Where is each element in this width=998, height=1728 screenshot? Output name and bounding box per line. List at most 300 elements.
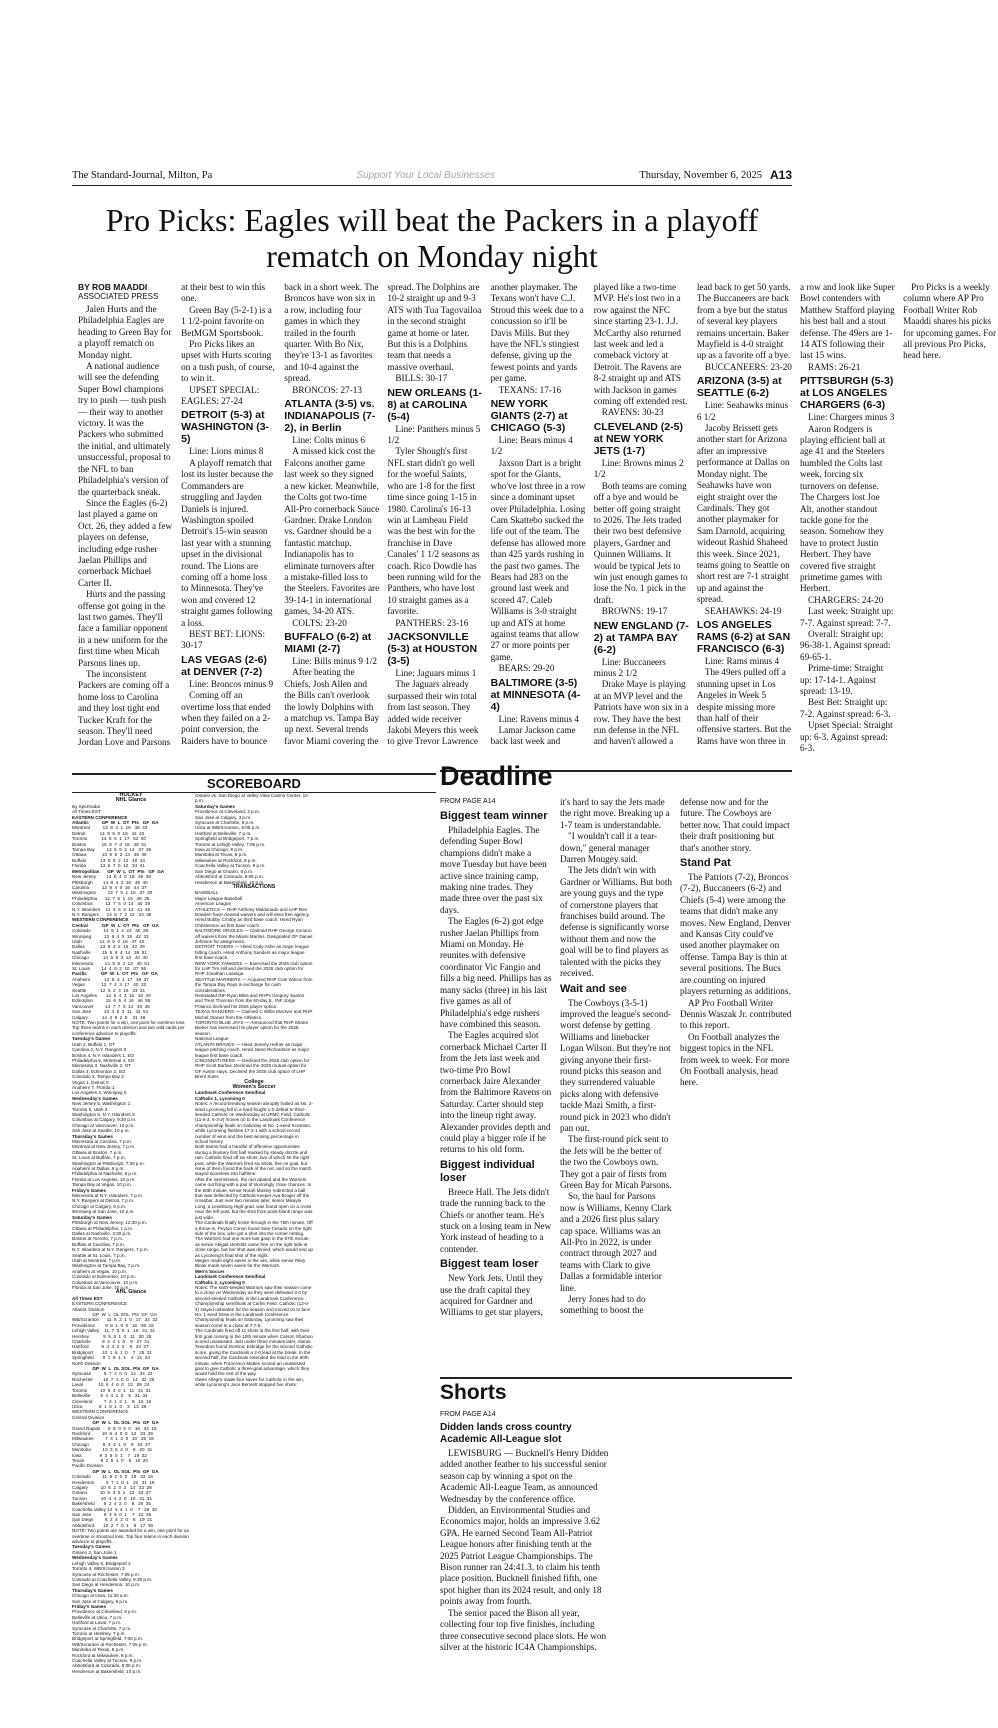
scoreboard-line: GP W L OL SOL Pts GF GA	[72, 1366, 159, 1372]
scoreboard-line: Saturday's Games	[195, 803, 235, 809]
scoreboard-line: DETROIT TIGERS — Hired Cody Ashe as major league hitting coach. Hired Anthony Sanders as major league first base coach.	[195, 944, 311, 961]
scoreboard-line: American League	[195, 901, 232, 907]
game-paragraph: Lamar Jackson came back last week and played like a two-time MVP. He's lost two in a row against the NFC since starting 23-1. J.J. McCarthy also returned last week and led a comeback victory at Detroit. The Ravens are 8-2 straight up and ATS with Jackson in games coming off extended rest.	[490, 282, 688, 747]
game-paragraph: BROWNS: 19-17	[601, 606, 668, 617]
scoreboard-line: Henderson at Bakersfield, 10 p.m.	[195, 879, 265, 885]
scoreboard-line: Anaheim at Vegas, 10 p.m.	[72, 1268, 128, 1274]
scoreboard-line: Catholic 1, Lycoming 0	[195, 1095, 245, 1101]
game-paragraph: SEAHAWKS: 24-19	[704, 605, 782, 616]
scoreboard-line: WESTERN CONFERENCE	[72, 1409, 129, 1415]
scoreboard-line: Winnipeg 13 9 4 0 18 42 33	[72, 933, 149, 939]
scoreboard-line: Nashville 15 5 6 4 14 39 51	[72, 949, 147, 955]
scoreboard-line: Iowa at Chicago, 8 p.m.	[195, 847, 244, 853]
game-paragraph: PANTHERS: 23-16	[395, 617, 469, 628]
scoreboard-line: Carolina 12 8 4 0 16 44 37	[72, 884, 147, 890]
scoreboard-line: Chicago at Vancouver, 10 p.m.	[72, 1122, 135, 1128]
scoreboard-line: Friday's Games	[72, 1603, 107, 1609]
deadline-paragraph: New York Jets. Until they use the draft capital they acquired for Gardner and Williams to get star players, it's hard to say the Jets made the right move. Breaking up a 1-7 team is understandable.	[440, 797, 670, 1318]
scoreboard-line: Landmark Conference Semifinal	[195, 1090, 266, 1096]
deadline-paragraph: Jerry Jones had to do something to boost the defense now and for the future. The Cowboys are better now. That could impact their draft positioning but that's another story.	[560, 797, 790, 1316]
page-headline: Pro Picks: Eagles will beat the Packers in a playoff rematch on Monday night	[105, 202, 759, 274]
scoreboard-line: Wednesday's Games	[72, 1555, 118, 1561]
scoreboard-line: Ottawa at Boston, 7 p.m.	[72, 1149, 123, 1155]
tagline: Support Your Local Businesses	[356, 169, 496, 181]
scoreboard-line: Colorado at Edmonton, 10 p.m.	[72, 1274, 136, 1280]
scoreboard-line: ATHLETICS — RHP Anthony Maldonado and LHP Ben Bowden have cleared waivers and will elect free agency. Hired Bobby Crosby as third base coach. Hired Ryan Christenson as first base coach.	[195, 906, 312, 928]
deadline-title: Deadline	[440, 761, 553, 791]
deadline-paragraph: The first-round pick sent to the Jets will be the better of the two the Cowboys own. They got a pair of firsts from Green Bay for Micah Parsons.	[560, 1134, 672, 1190]
deadline-paragraph: The Eagles acquired slot cornerback Michael Carter II from the Jets last week and two-time Pro Bowl cornerback Jaire Alexander from the Baltimore Ravens on Saturday. Carter should step into the lineup right away. Alexander provides depth and could play a bigger role if he returns to his old form.	[440, 1030, 552, 1155]
scoreboard-line: Colorado at Coachella Valley, 9:30 p.m.	[72, 1576, 153, 1582]
scoreboard-line: San Diego 8 2 4 2 0 6 19 21	[72, 1517, 153, 1523]
deadline-jump-line: FROM PAGE A14	[440, 798, 496, 805]
scoreboard-line: Anaheim 12 8 3 1 17 48 37	[72, 976, 149, 982]
game-heading: ARIZONA (3-5) at SEATTLE (6-2)	[696, 375, 782, 400]
shorts-paragraph: Didden, an Environmental Studies and Economics major, holds an impressive 3.62 GPA. He earned Second Team All-Patriot League honors after finishing tenth at the 2025 Patriot League Championships. The Bison runner ran 24:41.3. to claim his tenth place position. Bucknell finished fifth, one spot higher than its 2024 result, and only 18 points away from fourth.	[440, 1505, 602, 1607]
pro-picks-story	[78, 282, 997, 756]
game-paragraph: Coming off an overtime loss that ended when they failed on a 2-point conversion, the Raiders have to bounce back in a short week. The Broncos have won six in a row, including four games in which they trailed in the fourth quarter. With Bo Nix, they're 13-1 as favorites and 10-4 against the spread.	[181, 282, 379, 746]
scoreboard-line: Utah 2, Buffalo 1, OT	[72, 1041, 116, 1047]
scoreboard-line: NEW YORK YANKEES — Exercised the 2026 club option for LHP Tim Hill and declined the 2026 club option for RHP Jonathan Loáisiga.	[195, 960, 314, 977]
scoreboard-line: St. Louis at Buffalo, 7 p.m.	[72, 1155, 126, 1161]
scoreboard-line: Belleville 9 4 4 1 0 9 31 34	[72, 1393, 148, 1399]
game-paragraph: A playoff rematch that lost its luster because the Commanders are struggling and Jayden Daniels is injured. Washington spoiled Detroit's 15-win season last year with a stunning upset in the divisional round. The Lions are coming off a home loss to Minnesota. They've won and covered 12 straight games following a loss.	[181, 457, 273, 628]
scoreboard-line: Anaheim 7, Florida 1	[72, 1084, 115, 1090]
scoreboard-line: AHL Glance	[115, 1289, 147, 1296]
agency: ASSOCIATED PRESS	[78, 292, 159, 301]
scoreboard-line: Ottawa at Philadelphia, 1 p.m.	[72, 1225, 134, 1231]
game-paragraph: The 49ers pulled off a stunning upset in Los Angeles in Week 5 despite missing more than half of their offensive starters. But the Rams have won three in a row and look like Super Bowl contenders with Matthew Stafford playing his best ball and a stout defense. The 49ers are 1-14 ATS following their last 15 wins.	[696, 282, 895, 746]
scoreboard-line: Pittsburgh at New Jersey, 12:30 p.m.	[72, 1220, 147, 1226]
scoreboard-line: Both teams had a handful of offensive opportunities during a blustery first half marked by steady drizzle and rain. Catholic fired off six shots, two of which hit the right post, while the Warriors fired six shots, five on goal, but none of them found the back of the net, and so the match stayed scoreless into halftime.	[195, 1144, 313, 1177]
deadline-paragraph: The Patriots (7-2), Broncos (7-2), Buccaneers (6-2) and Chiefs (5-4) were among the teams that didn't make any moves. New England, Denver and Kansas City could've used another playmaker on offense. Tampa Bay is thin at several positions. The Bucs are counting on injured players returning as additions.	[680, 872, 791, 997]
scoreboard-line: Dallas at Nashville, 3:30 p.m.	[72, 1230, 132, 1236]
scoreboard-line: Henderson 9 7 1 0 1 15 31 19	[72, 1479, 155, 1485]
game-heading: LOS ANGELES RAMS (6-2) at SAN FRANCISCO (6-3)	[696, 618, 791, 655]
scoreboard-line: Tuesday's Games	[72, 1036, 111, 1042]
scoreboard-line: ATLANTA BRAVES — Hired Jeremy Hefner as major league pitching coach. Hired Jared Richardson as major league first base coach.	[195, 1041, 311, 1058]
deadline-paragraph: On Football analyzes the biggest topics in the NFL from week to week. For more On Football analysis, head here.	[680, 1031, 790, 1088]
scoreboard-line: After the intermission, the rain abated and the Warriors came out firing with a pair of stunningly close chances. In the 50th minute, senior Norah Mosley redirected a ball that was deflected by Catholic keeper Ava Broger off the crossbar. Just over two minutes later, senior Mikayla Long, a Lewisburg High grad, was found open on a cross near the left post, but the shot from point-blank range was just wide.	[195, 1176, 314, 1220]
scoreboard-line: Washington 13 7 5 1 15 37 30	[72, 890, 153, 896]
scoreboard-line: Toronto 10 5 4 0 1 11 31 31	[72, 1387, 151, 1393]
scoreboard-line: Hartford at Belleville, 7 p.m.	[195, 830, 252, 836]
scoreboard-line: Tucson 10 4 4 2 0 10 31 31	[72, 1495, 153, 1501]
scoreboard-line: Manitoba at Texas, 8 p.m.	[195, 852, 248, 858]
scoreboard-line: San Jose at Calgary, 9 p.m.	[72, 1598, 129, 1604]
scoreboard-line: Metropolitan GP W L OT Pts GF GA	[72, 868, 165, 874]
scoreboard-line: WB/Scranton at Rochester, 7:05 p.m.	[72, 1641, 148, 1647]
deadline-subhead: Wait and see	[560, 982, 627, 995]
deadline-subhead: Biggest team loser	[440, 1258, 539, 1271]
game-heading: CLEVELAND (2-5) at NEW YORK JETS (1-7)	[593, 420, 683, 457]
scoreboard-line: Toronto at Hershey, 7 p.m.	[72, 1630, 126, 1636]
scoreboard-line: Chicago 13 5 5 3 13 42 40	[72, 955, 148, 961]
scoreboard-line: Toronto at Lehigh Valley, 7:05 p.m.	[195, 841, 266, 847]
scoreboard-line: GP W L OL SOL Pts GF GA	[72, 1468, 159, 1474]
scoreboard-line: Washington 6, N.Y. Islanders 3	[72, 1111, 135, 1117]
scoreboard-line: SEATTLE MARINERS — Acquired RHP Cole Wilcox from the Tampa Bay Rays in exchange for cash considerations.	[195, 976, 314, 993]
scoreboard-line: Iowa 9 3 5 0 1 7 19 32	[72, 1452, 147, 1458]
shorts-story	[440, 1410, 792, 1680]
shorts-paragraph: LEWISBURG — Bucknell's Henry Didden added another feather to his successful senior season cap by winning a spot on the Academic All-League Team, as announced Wednesday by the conference office.	[440, 1448, 609, 1504]
story-paragraph: Jalen Hurts and the Philadelphia Eagles are heading to Green Bay for a playoff rematch on Monday night.	[78, 304, 172, 360]
game-paragraph: BEST BET: LIONS: 30-17	[181, 628, 266, 651]
deadline-paragraph: The Jets didn't win with Gardner or Williams. But both are young guys and the type of cornerstone players that franchises build around. The defense is significantly worse without them and now the goal will be to find players as talented with the picks they received.	[560, 865, 672, 979]
scoreboard-line: National League	[195, 1036, 229, 1042]
scoreboard-line: Belleville at Utica, 7 p.m.	[72, 1614, 123, 1620]
scoreboard-line: Pittsburgh 14 8 4 2 18 49 40	[72, 879, 148, 885]
scoreboard-line: Hershey 9 5 3 1 0 11 30 28	[72, 1333, 152, 1339]
scoreboard-line: Bakersfield 9 3 4 2 0 8 26 35	[72, 1501, 151, 1507]
game-paragraph: Drake Maye is playing at an MVP level and the Patriots have won six in a row. They have the best run defense in the NFL and haven't allowed a lead back to get 50 yards. The Buccaneers are back from a bye but the status of several key players remains uncertain. Baker Mayfield is 4-0 straight up as a favorite off a bye.	[593, 282, 791, 747]
scoreboard-line: Winnipeg at San Jose, 10 p.m.	[72, 1209, 135, 1215]
game-heading: NEW YORK GIANTS (2-7) at CHICAGO (5-3)	[490, 398, 568, 435]
game-paragraph: Jaxson Dart is a bright spot for the Giants, who've lost three in a row since a dominant upset over Philadelphia. Losing Cam Skattebo sucked the life out of the team. The defense has allowed more than 425 yards rushing in the past two games. The Bears had 283 on the ground last week and scored 47. Caleb Williams is 3-0 straight up and ATS at home against teams that allow 27 or more points per game.	[490, 457, 586, 662]
game-heading: LAS VEGAS (2-6) at DENVER (7-2)	[181, 653, 267, 678]
scoreboard-line: Laval 10 6 4 0 0 12 29 24	[72, 1382, 150, 1388]
scoreboard-line: EASTERN CONFERENCE	[72, 1301, 128, 1307]
game-paragraph: The Jaguars already surpassed their win total from last season. They added wide receiver Jakobi Meyers this week to give Trevor Lawrence another playmaker. The Texans won't have C.J. Stroud this week due to a concussion so it'll be Davis Mills. But they have the NFL's stingiest defense, giving up the fewest points and yards per game.	[387, 282, 584, 747]
scoreboard-line: Notes: A record-breaking season abruptly halted as No. 2-seed Lycoming fell in a hard-fought 1-0 defeat to third-seeded Catholic on Wednesday at UPMC Field. Catholic (11-6-3, 6-3-2) moves on to the Landmark Conference championship finals on Saturday at No. 1-seed Scranton, while Lycoming finishes 17-2-1 with a school-record number of wins and the best winning percentage in school history.	[195, 1101, 313, 1144]
scoreboard-line: Coachella Valley 14 3 4 1 0 7 26 30	[72, 1506, 157, 1512]
scoreboard-line: San Jose 9 3 5 0 1 7 22 35	[72, 1512, 152, 1518]
scoreboard-line: Syracuse at Charlotte, 7 p.m.	[72, 1625, 132, 1631]
game-paragraph: After beating the Chiefs, Josh Allen and the Bills can't overlook the lowly Dolphins with a matchup vs. Tampa Bay up next. Several trends favor Miami covering the spread. The Dolphins are 10-2 straight up and 9-3 ATS with Tua Tagovailoa in the second straight game at home or later. But this is a Dolphins team that needs a massive overhaul.	[284, 282, 482, 746]
scoreboard-line: Minnesota at N.Y. Islanders, 7 p.m.	[72, 1193, 144, 1199]
scoreboard-line: NHL Glance	[115, 797, 147, 804]
scoreboard-line: Lehigh Valley 6, Bridgeport 2	[72, 1560, 131, 1566]
scoreboard-line: Los Angeles 14 6 4 4 16 40 40	[72, 993, 151, 999]
scoreboard-line: Toronto 4, WB/Scranton 3	[72, 1566, 125, 1572]
deadline-paragraph: Philadelphia Eagles. The defending Super Bowl champions didn't make a move Tuesday but have been active since training camp, making nine trades. They made three over the past six days.	[440, 825, 547, 915]
scoreboard-line: Landmark Conference Semifinal	[195, 1274, 266, 1280]
scoreboard-line: By Sportradar	[72, 803, 101, 809]
scoreboard-line: GP W L OL SOL Pts GF GA	[72, 1312, 157, 1317]
game-paragraph: BEARS: 29-20	[498, 663, 555, 674]
scoreboard-line: Boston 15 8 7 0 16 49 51	[72, 841, 147, 847]
game-paragraph: CHARGERS: 24-20	[807, 594, 884, 605]
game-paragraph: Line: Broncos minus 9	[189, 678, 274, 689]
scoreboard-line: Toronto 5, Utah 3	[72, 1106, 108, 1112]
scoreboard-line: Tuesday's Games	[72, 1544, 111, 1550]
scoreboard-line: CINCINNATI REDS — Declined the 2026 club option for RHP Scott Barlow. Declined the 2026 mutual option for OF Austin Hays. Declined the 2026 club option of LHP Brent Suter.	[195, 1057, 311, 1080]
scoreboard-line: Colorado 14 9 1 4 22 50 28	[72, 928, 149, 934]
scoreboard-line: Coachella Valley at Tucson, 9 p.m.	[72, 1658, 143, 1663]
scoreboard-line: The Cardinals fired off 11 shots in the first half, with their first goal coming in the 10th minute when Carson Shamoo scored unassisted. Just under three minutes later, Alaras Tewodros found Dominic Eskridge for the second Catholic score, giving the Cardinals a 2-0 lead at the break. In the second half, the Cardinals extended the lead in the 60th minute, when Francesco Matteo scored an unassisted goal to give Catholic a three-goal advantage, which they would hold the rest of the way.	[195, 1328, 315, 1377]
scoreboard-line: EASTERN CONFERENCE	[72, 814, 128, 820]
game-paragraph: COLTS: 23-20	[292, 617, 347, 628]
deadline-paragraph: Breece Hall. The Jets didn't trade the running back to the Chiefs or another team. He's stuck on a losing team in New York instead of heading to a contender.	[440, 1186, 552, 1254]
scoreboard-line: Washington at Tampa Bay, 7 p.m.	[72, 1263, 141, 1269]
scoreboard-line: Buffalo 13 5 6 2 12 40 43	[72, 857, 145, 863]
scoreboard-line: Utah at Montreal, 7 p.m.	[72, 1257, 122, 1263]
scoreboard-line: Colorado 3, Tampa Bay 2	[72, 1074, 124, 1080]
scoreboard-line: Vegas 1, Detroit 0	[72, 1079, 109, 1085]
game-paragraph: Line: Seahawks minus 6 1/2	[696, 400, 789, 422]
scoreboard-line: Dallas 4, Edmonton 3, SO	[72, 1068, 126, 1074]
deadline-subhead: Stand Pat	[680, 857, 731, 870]
scoreboard-line: Toronto 14 8 5 1 17 52 50	[72, 836, 147, 842]
shorts-title: Shorts	[440, 1381, 507, 1404]
scoreboard-line: NOTE: Two points for a win, one point for overtime loss. Top three teams in each division and two wild cards per conference advance to playoffs.	[72, 1020, 187, 1036]
scoreboard-line: TEXAS RANGERS — Claimed C Willie MacIver and RHP Michel Otanez from the Athletics.	[195, 1009, 314, 1020]
scoreboard-line: Ontario vs. San Diego at Valley View Casino Center, 10 p.m.	[195, 793, 309, 804]
record-line: Best Bet: Straight up: 7-2. Against spread: 6-3.	[799, 697, 891, 719]
shorts-paragraph: The senior paced the Bison all year, collecting four top five finishes, including three consecutive second place slots. He won silver at the historic IC4A Championships.	[440, 1607, 607, 1652]
scoreboard-line: Columbus 12 7 5 0 14 40 39	[72, 901, 151, 907]
scoreboard-line: Ontario 10 6 3 0 1 13 33 27	[72, 1490, 151, 1496]
scoreboard-line: Tampa Bay 13 6 5 2 14 37 36	[72, 847, 152, 853]
game-paragraph: BILLS: 30-17	[395, 373, 448, 384]
scoreboard-line: Springfield 9 1 6 1 1 4 21 34	[72, 1355, 150, 1361]
scoreboard-line: Major League Baseball	[195, 895, 242, 901]
game-heading: NEW ORLEANS (1-8) at CAROLINA (5-4)	[387, 386, 482, 423]
game-paragraph: RAMS: 26-21	[807, 361, 861, 372]
scoreboard-line: New Jersey 5, Washington 1	[72, 1101, 131, 1107]
shorts-jump-line: FROM PAGE A14	[440, 1411, 496, 1418]
scoreboard-line: San Jose 13 4 6 3 11 42 51	[72, 1009, 149, 1015]
scoreboard-line: Men's Soccer	[195, 1268, 225, 1274]
scoreboard-line: Friday's Games	[72, 1187, 107, 1193]
game-heading: BUFFALO (6-2) at MIAMI (2-7)	[284, 630, 372, 655]
deadline-subhead: Biggest team winner	[440, 810, 548, 822]
deadline-paragraph: The Cowboys (3-5-1) improved the league's second-worst defense by getting Williams and linebacker Logan Wilson. But they're not giving anyone their first-round picks this season and they surrendered valuable picks along with defensive tackle Mazi Smith, a first-round pick in 2023 who didn't pan out.	[560, 997, 672, 1133]
game-heading: DETROIT (5-3) at WASHINGTON (3-5)	[181, 409, 270, 446]
game-heading: BALTIMORE (3-5) at MINNESOTA (4-4)	[490, 676, 581, 713]
scoreboard-line: Edmonton 15 6 5 4 16 46 55	[72, 998, 151, 1004]
page-number: A13	[769, 168, 792, 182]
masthead	[72, 165, 792, 186]
scoreboard-line: Abbotsford 10 2 7 0 1 5 17 39	[72, 1522, 153, 1528]
scoreboard-line: Ottawa 13 6 5 2 14 46 48	[72, 852, 147, 858]
scoreboard-line: Buffalo at Carolina, 7 p.m.	[72, 1241, 126, 1247]
scoreboard-line: Manitoba 10 3 5 2 0 8 20 31	[72, 1447, 153, 1453]
scoreboard-line: GP W L OL SOL Pts GF GA	[72, 1420, 159, 1426]
deadline-subhead: Biggest individual loser	[440, 1158, 535, 1184]
game-paragraph: BUCCANEERS: 23-20	[704, 361, 792, 372]
scoreboard-line: The Cardinals finally broke through in the 75th minute. Off a throw-in, Peyton Conon found Sam Cesario on the right side of the box, who got a shot into the corner netting.	[195, 1220, 314, 1236]
game-paragraph: Line: Ravens minus 4	[498, 713, 579, 724]
scoreboard-line: TORONTO BLUE JAYS — Announced that RHP Shane Bieber has exercised his player option for the 2026 season.	[195, 1020, 310, 1036]
scoreboard-line: Women's Soccer	[232, 1083, 276, 1090]
scoreboard-line: BASEBALL	[195, 890, 219, 896]
scoreboard-line: Providence at Cleveland, 2 p.m.	[195, 809, 261, 815]
scoreboard-line: Lehigh Valley 11 7 3 0 1 15 41 31	[72, 1328, 156, 1334]
scoreboard-line: Syracuse 9 7 2 0 0 14 34 22	[72, 1371, 153, 1377]
scoreboard-line: Springfield at Bridgeport, 7 p.m.	[195, 836, 260, 842]
scoreboard-line: Florida at Los Angeles, 10 p.m.	[72, 1176, 136, 1182]
scoreboard-line: North Division	[72, 1360, 101, 1366]
scoreboard-line: Thursday's Games	[72, 1587, 113, 1593]
scoreboard-line: Charlotte 9 4 4 1 0 9 27 31	[72, 1339, 150, 1345]
game-paragraph: A missed kick cost the Falcons another game last week so they signed a new kicker. Meanwhile, the Colts got two-time All-Pro cornerback Sauce Gardner. Drake London vs. Gardner should be a fantastic matchup. Indianapolis has to eliminate turnovers after a mistake-filled loss to the Steelers. Favorites are 39-14-1 in international games, 34-20 ATS.	[284, 446, 380, 617]
scoreboard-line: Colorado 11 9 2 0 0 18 33 19	[72, 1474, 153, 1480]
scoreboard-line: Florida 13 6 7 0 12 34 41	[72, 863, 145, 869]
scoreboard-line: Notes: The sixth-seeded Warriors saw their season come to a close on Wednesday as they were defeated 3-0 by second-seeded Catholic in the Landmark Conference Championship semifinals at Carlini Field. Catholic (12-0-4) stayed unbeaten for the season and moved on to face No. 1 seed Drew in the Landmark Conference Championship finals on Saturday. Lycoming saw their season come to a close at 7-7-5.	[195, 1284, 313, 1328]
scoreboard-line: Owen Allegro made four saves for Catholic in the win, while Lycoming's Jace Bennett stopped five shots.	[195, 1376, 306, 1388]
game-paragraph: BRONCOS: 27-13	[292, 384, 362, 395]
story-paragraph: UPSET SPECIAL: EAGLES: 27-24	[181, 384, 260, 407]
game-paragraph: Both teams are coming off a bye and would be better off going straight to 2026. The Jets traded their two best defensive players, Gardner and Quinnen Williams. It would be typical Jets to win just enough games to lose the No. 1 pick in the draft.	[593, 480, 688, 605]
scoreboard-line: The Warriors had one more last gasp in the 87th minute, as senior Abigail Umholtz came free on the right side at close range, but her shot was denied, which would end up as Lycoming's final shot of the night.	[195, 1236, 315, 1258]
scoreboard-line: Montreal 13 9 3 1 19 48 43	[72, 825, 148, 831]
scoreboard-line: Grand Rapids 8 8 0 0 0 16 34 16	[72, 1425, 157, 1431]
scoreboard-line: Central Division	[72, 1414, 105, 1420]
scoreboard-line: Washington at Pittsburgh, 7:30 p.m.	[72, 1160, 145, 1166]
deadline-paragraph: The Eagles (6-2) got edge rusher Jaelan Phillips from Miami on Monday. He reunites with defensive coordinator Vic Fangio and fills a big need. Phillips has as many sacks (three) in his last five games as all of Philadelphia's edge rushers have combined this season.	[440, 916, 552, 1029]
scoreboard-line: Cleveland 7 3 1 2 1 9 15 18	[72, 1398, 152, 1404]
game-paragraph: TEXANS: 17-16	[498, 384, 562, 395]
game-paragraph: Line: Jaguars minus 1	[395, 667, 477, 678]
byline: BY ROB MAADDI	[78, 282, 148, 292]
deadline-paragraph: So, the haul for Parsons now is Williams, Kenny Clark and a 2026 first plus salary cap space. Williams was an All-Pro in 2022, is under contract through 2027 and teams with Clark to give Dallas a formidable interior line.	[560, 1191, 672, 1293]
scoreboard-line: Milwaukee at Rockford, 8 p.m.	[195, 857, 257, 863]
scoreboard-line: Milwaukee 7 4 1 2 0 10 25 18	[72, 1436, 154, 1442]
game-paragraph: Line: Chargers minus 3	[807, 412, 895, 423]
scoreboard-line: Carolina 3, N.Y. Rangers 0	[72, 1047, 127, 1053]
scoreboard-line: Syracuse at Charlotte, 6 p.m.	[195, 820, 255, 826]
shorts-story-title: Didden lands cross country Academic All-League slot	[440, 1422, 572, 1445]
scoreboard-line: Detroit 14 9 5 0 18 42 40	[72, 830, 145, 836]
scoreboard-line: Utica at WB/Scranton, 6:05 p.m.	[195, 825, 261, 831]
game-paragraph: Line: Browns minus 2 1/2	[593, 457, 684, 480]
scoreboard-line: Dallas 13 8 3 2 18 42 39	[72, 944, 145, 950]
story-paragraph: Pro Picks likes an upset with Hurts scoring on a tush push, of course, to win it.	[181, 339, 275, 384]
scoreboard-line: N.Y. Islanders 13 5 5 3 13 41 46	[72, 906, 151, 912]
scoreboard-line: Saturday's Games	[72, 1214, 112, 1220]
game-paragraph: RAVENS: 30-23	[601, 407, 664, 418]
story-paragraph: Green Bay (5-2-1) is a 1 1/2-point favorite on BetMGM Sportsbook.	[181, 304, 272, 338]
scoreboard-line: Montreal at New Jersey, 7 p.m.	[72, 1144, 136, 1150]
game-paragraph: Jacoby Brissett gets another start for Arizona after an impressive performance at Dallas on Monday night. The Seahawks have won eight straight over the Cardinals. They got another playmaker for Sam Darnold, acquiring wideout Rashid Shaheed this week. Since 2021, teams going to Seattle on short rest are 7-1 straight up and against the spread.	[696, 423, 790, 605]
paper-name: The Standard-Journal, Milton, Pa	[72, 169, 213, 181]
scoreboard-line: Abbotsford at Colorado, 9:05 p.m.	[195, 874, 264, 880]
record-line: Overall: Straight up: 96-38-1. Against spread: 69-65-1.	[799, 628, 891, 662]
story-paragraph: The inconsistent Packers are coming off a home loss to Carolina and they lost tight end Tucker Kraft for the season. They'll need Jordan Love and Parsons at their best to win this one.	[78, 282, 266, 748]
scoreboard-line: Calgary 10 6 2 0 2 14 33 29	[72, 1485, 152, 1490]
scoreboard-line: Minnesota at Carolina, 7 p.m.	[72, 1139, 133, 1144]
scoreboard-line: Atlantic GP W L OT Pts GF GA	[72, 820, 159, 826]
scoreboard-line: Philadelphia at Nashville, 8 p.m.	[72, 1171, 138, 1177]
scoreboard-line: Catholic 2, Lycoming 0	[195, 1279, 245, 1285]
game-heading: ATLANTA (3-5) vs. INDIANAPOLIS (7-2), in Berlin	[284, 398, 376, 435]
story-paragraph: Hurts and the passing offense got going in the last two games. They'll face a familiar opponent in a new uniform for the first time when Micah Parsons lines up.	[78, 589, 168, 668]
game-heading: PITTSBURGH (5-3) at LOS ANGELES CHARGERS (6-3)	[799, 375, 894, 412]
scoreboard-line: New Jersey 13 9 4 0 18 46 38	[72, 874, 151, 880]
game-paragraph: Aaron Rodgers is playing efficient ball at age 41 and the Steelers humbled the Colts last week, forcing six turnovers on defense. The Chargers lost Joe Alt, another standout tackle gone for the season. Somehow they have to protect Justin Herbert. They have covered five straight primetime games with Herbert.	[799, 423, 886, 594]
record-line: Prime-time: Straight up: 17-14-1. Against spread: 13-19.	[799, 663, 884, 696]
deadline-story	[440, 797, 792, 1325]
scoreboard-line: All Times EST	[72, 1295, 103, 1301]
scoreboard-line: Philadelphia 12 7 5 1 15 38 35	[72, 895, 150, 901]
scoreboard-line: Chicago at Calgary, 9 p.m.	[72, 1203, 127, 1209]
scoreboard-line: Tampa Bay at Vegas, 10 p.m.	[72, 1182, 133, 1188]
scoreboard-line: Rockford 10 6 4 0 0 12 33 29	[72, 1430, 153, 1436]
scoreboard-line: BALTIMORE ORIOLES — Claimed RHP George Soriano off waivers from the Miami Marlins. Designated OF Daniel Johnson for assignment.	[195, 928, 314, 944]
scoreboard-line: Columbus at Vancouver, 10 p.m.	[72, 1279, 139, 1285]
game-paragraph: Line: Bills minus 9 1/2	[292, 655, 378, 666]
scoreboard-line: St. Louis 14 4 8 2 10 37 55	[72, 966, 147, 971]
scoreboard-line: Boston at Toronto, 7 p.m.	[72, 1236, 124, 1242]
scoreboard-line: HOCKEY	[119, 792, 143, 798]
deadline-paragraph: "I wouldn't call it a tear-down," general manager Darren Mougey said.	[560, 831, 658, 865]
scoreboard-line: Manitoba at Texas, 8 p.m.	[72, 1647, 125, 1653]
scoreboard-line: San Diego at Ontario, 9 p.m.	[195, 868, 254, 874]
scoreboard-line: Texas 8 2 5 1 0 5 15 20	[72, 1457, 148, 1463]
scoreboard-line: Vegas 12 7 2 3 17 40 32	[72, 982, 147, 988]
scoreboard-line: Anaheim at Dallas, 8 p.m.	[72, 1166, 125, 1172]
scoreboard-line: Pacific GP W L OT Pts GF GA	[72, 971, 158, 977]
scoreboard-line: Florida at San Jose, 10 p.m.	[72, 1284, 130, 1290]
game-heading: JACKSONVILLE (5-3) at HOUSTON (3-5)	[387, 630, 478, 667]
scoreboard-line: Columbus at Calgary, 9:30 p.m.	[72, 1117, 137, 1123]
scoreboard-line: Central GP W L OT Pts GF GA	[72, 922, 159, 928]
scoreboard-line: Providence at Cleveland, 6 p.m.	[72, 1609, 138, 1615]
scoreboard-line: San Diego at Henderson, 10 p.m.	[72, 1582, 141, 1588]
scoreboard-line: N.Y. Rangers 14 5 7 2 12 33 38	[72, 911, 152, 917]
record-line: Pro Picks is a weekly column where AP Pro Football Writer Rob Maaddi shares his picks for upcoming games. For all previous Pro Picks, head here.	[903, 282, 997, 361]
scoreboard-line: Utah 14 9 5 0 18 47 40	[72, 938, 145, 944]
story-paragraph: Since the Eagles (6-2) last played a game on Oct. 26, they added a few players on defense, including edge rusher Jaelan Phillips and cornerback Michael Carter II.	[78, 497, 173, 588]
game-paragraph: Tyler Shough's first NFL start didn't go well for the woeful Saints, who are 1-8 for the first time since going 1-15 in 1980. Carolina's 16-13 win at Lambeau Field was the best win for the franchise in Dave Canales' 1 1/2 seasons as coach. Rico Dowdle has been running wild for the Panthers, who have lost 10 straight games as a favorite.	[387, 446, 481, 617]
shorts-rule	[440, 1377, 792, 1379]
scoreboard-line: Wednesday's Games	[72, 1095, 118, 1101]
scoreboard-line: N.Y. Islanders at N.Y. Rangers, 7 p.m.	[72, 1247, 149, 1253]
story-paragraph: A national audience will see the defending Super Bowl champions try to push — tush push — their way to another victory. It was the Packers who submitted the initial, and ultimately unsuccessful, proposal to the NFL to ban Philadelphia's version of the quarterback sneak.	[78, 361, 171, 497]
game-paragraph: Line: Panthers minus 5 1/2	[387, 423, 481, 446]
scoreboard-line: Atlantic Division	[72, 1306, 105, 1312]
scoreboard-line: Seattle at St. Louis, 7 p.m.	[72, 1252, 126, 1258]
scoreboard-line: Thursday's Games	[72, 1133, 113, 1139]
game-paragraph: Line: Buccaneers minus 2 1/2	[593, 656, 666, 678]
scoreboard-line: Henderson at Bakersfield, 10 p.m.	[72, 1668, 142, 1674]
scoreboard-line: Los Angeles 3, Winnipeg 0	[72, 1090, 127, 1096]
scoreboard-line: Philadelphia 5, Montreal 4, SO	[72, 1057, 135, 1063]
scoreboard-line: Reinstated INF Ryan Bliss and RHPs Gregory Santos and Trent Thornton from the 60-day IL. INF Jorge Polanco declined his 2026 player option.	[195, 993, 306, 1009]
scoreboard-line: Utica 8 1 6 1 0 3 13 26	[72, 1403, 147, 1409]
scoreboard-line: Vancouver 14 7 7 0 14 40 45	[72, 1003, 150, 1009]
issue-date: Thursday, November 6, 2025	[639, 169, 762, 181]
scoreboard	[72, 793, 436, 1681]
scoreboard-line: TRANSACTIONS	[232, 883, 276, 890]
scoreboard-line: Hartford at Laval, 7 p.m.	[72, 1620, 122, 1626]
scoreboard-line: Providence 9 8 1 0 0 16 36 19	[72, 1322, 154, 1328]
scoreboard-line: NOTE: Two points are awarded for a win, one point for an overtime or shootout loss. Top four teams in each division advance to playoffs.	[72, 1528, 191, 1545]
record-line: Last week: Straight up: 7-7. Against spread: 7-7.	[799, 606, 894, 628]
scoreboard-line: Pacific Division	[72, 1463, 103, 1469]
scoreboard-line: Megan made eight saves in the win, while senior Riley Blook made seven saves for the Warriors.	[195, 1257, 307, 1269]
scoreboard-line: College	[244, 1078, 264, 1085]
scoreboard-line: Calgary 14 3 9 2 8 31 48	[72, 1014, 146, 1020]
game-paragraph: Line: Bears minus 4 1/2	[490, 435, 573, 457]
scoreboard-line: San Jose at Calgary, 3 p.m.	[195, 814, 252, 820]
scoreboard-line: WESTERN CONFERENCE	[72, 917, 129, 923]
scoreboard-line: Boston 4, N.Y. Islanders 1, SO	[72, 1052, 134, 1058]
game-paragraph: Line: Lions minus 8	[189, 446, 264, 457]
record-line: Upset Special: Straight up: 6-3. Against spread: 6-3.	[799, 720, 893, 754]
scoreboard-line: N.Y. Rangers at Detroit, 7 p.m.	[72, 1198, 135, 1204]
game-paragraph: Line: Colts minus 6	[292, 435, 366, 446]
scoreboard-line: All Times EST	[72, 809, 101, 815]
scoreboard-line: Seattle 12 6 2 4 16 33 31	[72, 987, 146, 993]
scoreboard-line: Bridgeport 10 1 6 1 0 7 25 31	[72, 1349, 152, 1355]
scoreboard-line: Ontario 2, San Jose 1	[72, 1549, 117, 1555]
scoreboard-line: Coachella Valley at Tucson, 9 p.m.	[195, 863, 266, 869]
game-heading: NEW ENGLAND (7-2) at TAMPA BAY (6-2)	[593, 619, 689, 656]
scoreboard-line: Syracuse at Rochester, 7:05 p.m.	[72, 1571, 140, 1577]
scoreboard-line: San Jose at Seattle, 10 p.m.	[72, 1128, 130, 1134]
